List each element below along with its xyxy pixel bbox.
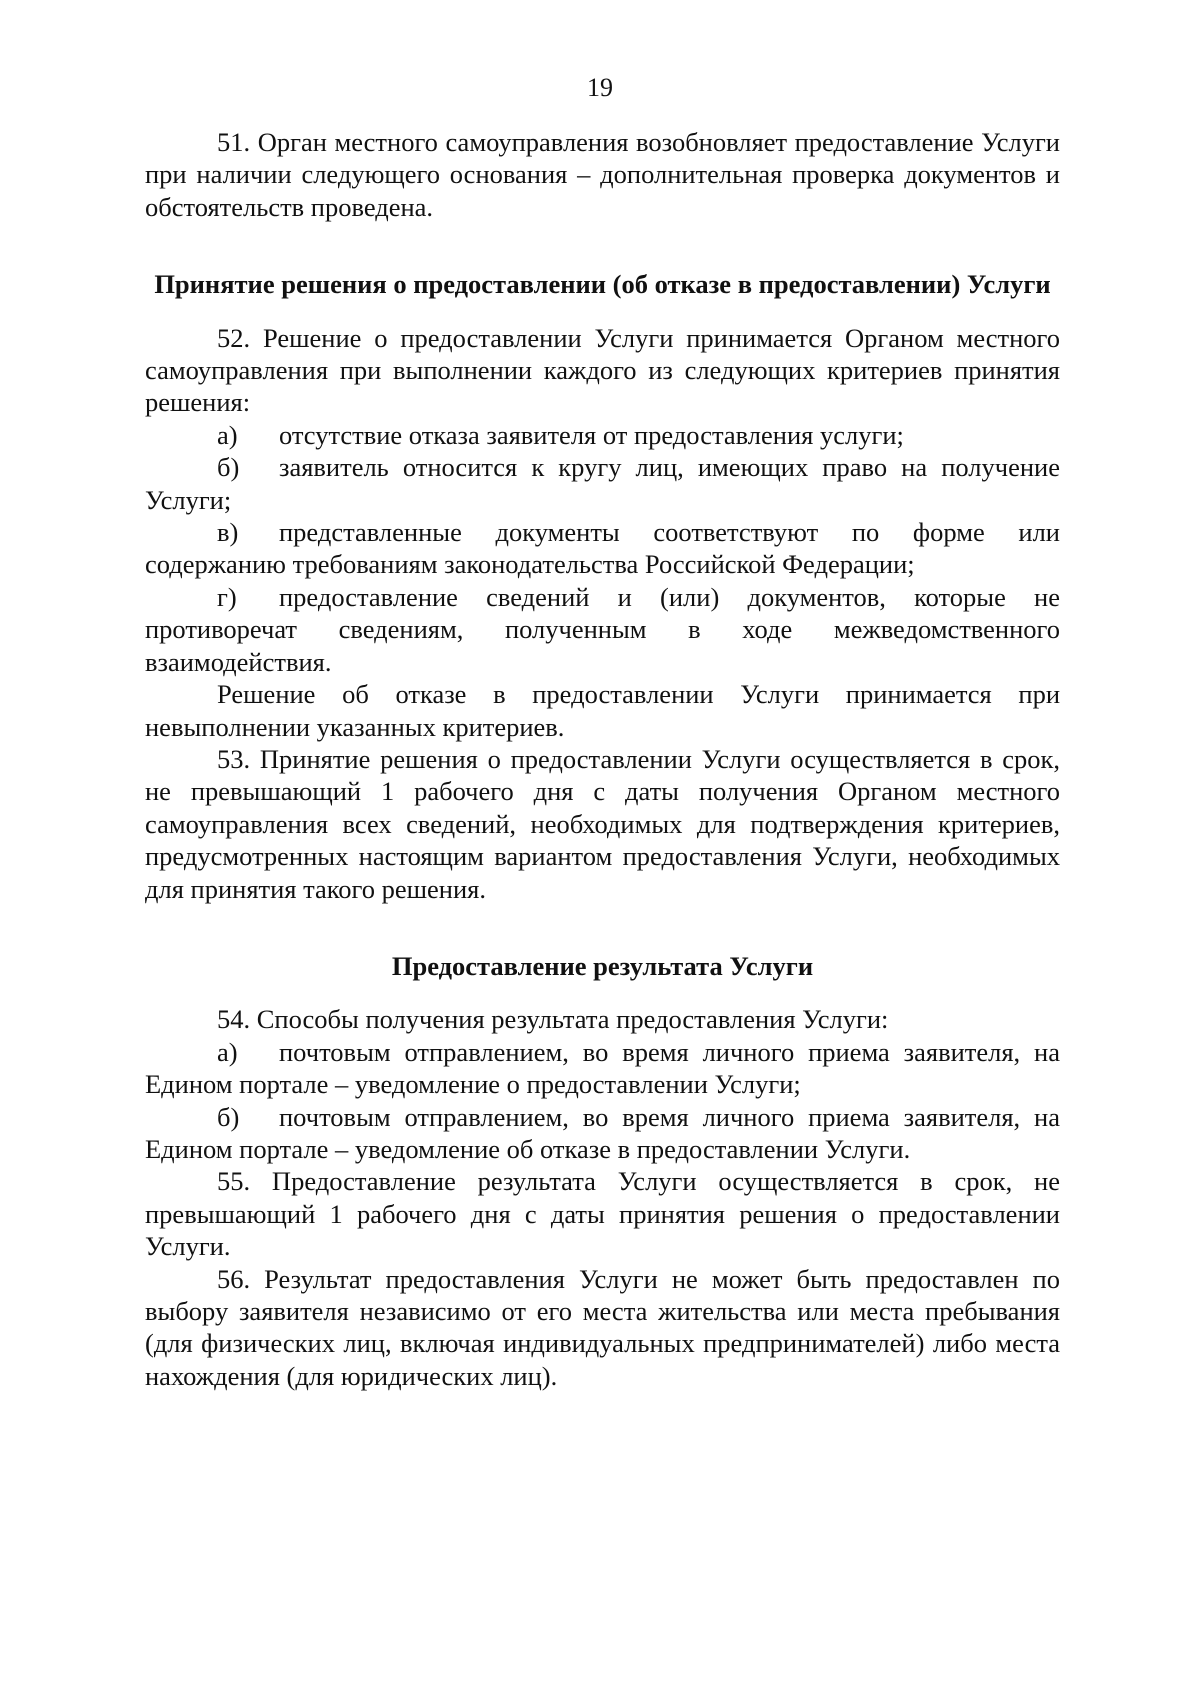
paragraph-52-refusal: Решение об отказе в предоставлении Услуги принимается при невыполнении указанных критериев. xyxy=(145,679,1060,742)
paragraph-53: 53. Принятие решения о предоставлении Услуги осуществляется в срок, не превышающий 1 рабочего дня с даты получения Органом местного самоуправления всех сведений, необходимых для подтверждения критериев, предусмотренных настоящим вариантом предоставления Услуги, необходимых для принятия такого решения. xyxy=(145,743,1060,904)
section-heading-decision: Принятие решения о предоставлении (об отказе в предоставлении) Услуги xyxy=(154,269,1051,300)
document-body xyxy=(145,126,1060,1392)
section-heading-result: Предоставление результата Услуги xyxy=(391,950,814,981)
criterion-b xyxy=(145,451,1060,516)
page-number: 19 xyxy=(587,73,613,102)
paragraph-51: 51. Орган местного самоуправления возобновляет предоставление Услуги при наличии следующего основания – дополнительная проверка документов и обстоятельств проведена. xyxy=(145,127,1060,222)
paragraph-56: 56. Результат предоставления Услуги не может быть предоставлен по выбору заявителя независимо от его места жительства или места пребывания (для физических лиц, включая индивидуальных предпринимателей) либо места нахождения (для юридических лиц). xyxy=(145,1263,1060,1391)
method-letter: б) xyxy=(217,1101,240,1132)
criterion-letter: б) xyxy=(217,452,240,483)
method-a xyxy=(145,1036,1060,1101)
criterion-text: заявитель относится к кругу лиц, имеющих право на получение Услуги; xyxy=(145,452,1060,515)
method-b xyxy=(145,1101,1060,1166)
criterion-letter: г) xyxy=(217,581,237,612)
criterion-a xyxy=(145,419,1060,451)
paragraph-54: 54. Способы получения результата предоставления Услуги: xyxy=(217,1004,889,1035)
method-letter: а) xyxy=(217,1036,238,1067)
criterion-text: представленные документы соответствуют по форме или содержанию требованиям законодательства Российской Федерации; xyxy=(145,517,1060,580)
method-text: почтовым отправлением, во время личного приема заявителя, на Едином портале – уведомление об отказе в предоставлении Услуги. xyxy=(145,1101,1060,1164)
paragraph-52: 52. Решение о предоставлении Услуги принимается Органом местного самоуправления при выполнении каждого из следующих критериев принятия решения: xyxy=(145,322,1060,418)
criterion-text: отсутствие отказа заявителя от предоставления услуги; xyxy=(279,419,904,450)
criterion-v xyxy=(145,516,1060,581)
criterion-g xyxy=(145,581,1060,678)
criterion-letter: а) xyxy=(217,419,238,450)
paragraph-55: 55. Предоставление результата Услуги осуществляется в срок, не превышающий 1 рабочего дня с даты принятия решения о предоставлении Услуги. xyxy=(145,1166,1060,1262)
criterion-letter: в) xyxy=(217,517,239,548)
criterion-text: предоставление сведений и (или) документов, которые не противоречат сведениям, полученным в ходе межведомственного взаимодействия. xyxy=(145,581,1060,677)
method-text: почтовым отправлением, во время личного приема заявителя, на Едином портале – уведомление о предоставлении Услуги; xyxy=(145,1036,1060,1100)
